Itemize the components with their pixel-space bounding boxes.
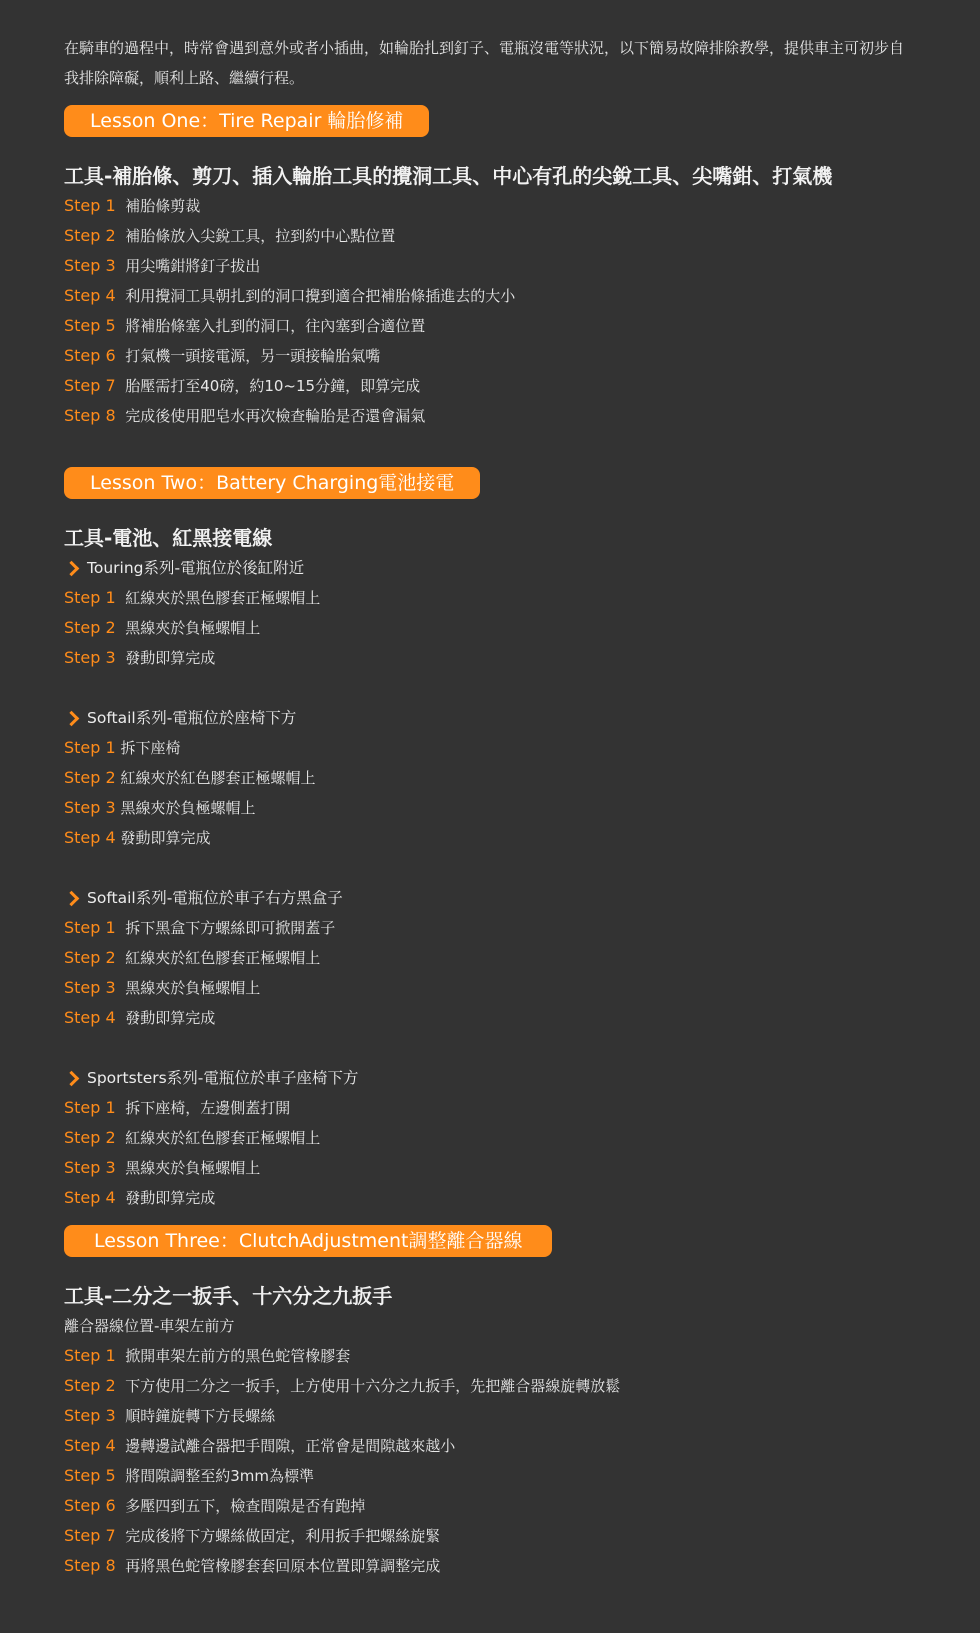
step-item: Step 2 補胎條放入尖銳工具，拉到約中心點位置 — [64, 226, 396, 245]
softail-box-group — [64, 883, 916, 1033]
step-item: Step 8 再將黑色蛇管橡膠套套回原本位置即算調整完成 — [64, 1556, 441, 1575]
lesson-three-title: Lesson Three：ClutchAdjustment調整離合器線 — [64, 1225, 552, 1257]
intro-text: 在騎車的過程中，時常會遇到意外或者小插曲，如輪胎扎到釘子、電瓶沒電等狀況，以下簡易故障排除教學，提供車主可初步自我排除障礙，順利上路、繼續行程。 — [64, 39, 905, 87]
group-heading: Softail系列-電瓶位於車子右方黑盒子 — [64, 883, 916, 913]
lesson-two-tools: 工具-電池、紅黑接電線 — [64, 526, 273, 550]
step-item: Step 1 拆下座椅 — [64, 738, 181, 757]
lesson-three-tools: 工具-二分之一扳手、十六分之九扳手 — [64, 1284, 393, 1308]
group-heading: Touring系列-電瓶位於後缸附近 — [64, 553, 916, 583]
softail-seat-group — [64, 703, 916, 853]
step-item: Step 2 紅線夾於紅色膠套正極螺帽上 — [64, 768, 316, 787]
step-item: Step 7 胎壓需打至40磅，約10~15分鐘，即算完成 — [64, 376, 421, 395]
chevron-right-icon — [64, 560, 80, 576]
step-item: Step 3 用尖嘴鉗將釘子拔出 — [64, 256, 261, 275]
step-item: Step 1 掀開車架左前方的黑色蛇管橡膠套 — [64, 1346, 351, 1365]
lesson-one-section — [64, 105, 916, 431]
step-item: Step 4 利用攪洞工具朝扎到的洞口攪到適合把補胎條插進去的大小 — [64, 286, 516, 305]
step-item: Step 7 完成後將下方螺絲做固定，利用扳手把螺絲旋緊 — [64, 1526, 441, 1545]
step-item: Step 5 將間隙調整至約3mm為標準 — [64, 1466, 315, 1485]
lesson-three-section — [64, 1225, 916, 1581]
step-item: Step 5 將補胎條塞入扎到的洞口，往內塞到合適位置 — [64, 316, 426, 335]
lesson-one-steps — [64, 191, 916, 431]
lesson-three-steps — [64, 1341, 916, 1581]
step-item: Step 1 紅線夾於黑色膠套正極螺帽上 — [64, 588, 321, 607]
sportsters-group — [64, 1063, 916, 1213]
step-item: Step 3 順時鐘旋轉下方長螺絲 — [64, 1406, 276, 1425]
step-item: Step 3 黑線夾於負極螺帽上 — [64, 978, 261, 997]
chevron-right-icon — [64, 710, 80, 726]
lesson-one-title: Lesson One：Tire Repair 輪胎修補 — [64, 105, 429, 137]
step-item: Step 3 黑線夾於負極螺帽上 — [64, 798, 256, 817]
step-item: Step 8 完成後使用肥皂水再次檢查輪胎是否還會漏氣 — [64, 406, 426, 425]
touring-group — [64, 553, 916, 673]
step-item: Step 4 發動即算完成 — [64, 1008, 216, 1027]
group-heading: Sportsters系列-電瓶位於車子座椅下方 — [64, 1063, 916, 1093]
chevron-right-icon — [64, 890, 80, 906]
step-item: Step 6 多壓四到五下，檢查間隙是否有跑掉 — [64, 1496, 366, 1515]
step-item: Step 6 打氣機一頭接電源，另一頭接輪胎氣嘴 — [64, 346, 381, 365]
step-item: Step 1 拆下黑盒下方螺絲即可掀開蓋子 — [64, 918, 336, 937]
step-item: Step 2 紅線夾於紅色膠套正極螺帽上 — [64, 948, 321, 967]
chevron-right-icon — [64, 1070, 80, 1086]
step-item: Step 2 紅線夾於紅色膠套正極螺帽上 — [64, 1128, 321, 1147]
step-item: Step 3 黑線夾於負極螺帽上 — [64, 1158, 261, 1177]
lesson-one-tools: 工具-補胎條、剪刀、插入輪胎工具的攪洞工具、中心有孔的尖銳工具、尖嘴鉗、打氣機 — [64, 164, 833, 188]
clutch-location: 離合器線位置-車架左前方 — [64, 1317, 235, 1335]
step-item: Step 2 下方使用二分之一扳手，上方使用十六分之九扳手，先把離合器線旋轉放鬆 — [64, 1376, 621, 1395]
step-item: Step 1 拆下座椅，左邊側蓋打開 — [64, 1098, 291, 1117]
lesson-two-section — [64, 467, 916, 1213]
step-item: Step 3 發動即算完成 — [64, 648, 216, 667]
step-item: Step 1 補胎條剪裁 — [64, 196, 201, 215]
group-heading: Softail系列-電瓶位於座椅下方 — [64, 703, 916, 733]
lesson-two-title: Lesson Two：Battery Charging電池接電 — [64, 467, 480, 499]
step-item: Step 2 黑線夾於負極螺帽上 — [64, 618, 261, 637]
step-item: Step 4 發動即算完成 — [64, 1188, 216, 1207]
step-item: Step 4 邊轉邊試離合器把手間隙，正常會是間隙越來越小 — [64, 1436, 456, 1455]
step-item: Step 4 發動即算完成 — [64, 828, 211, 847]
